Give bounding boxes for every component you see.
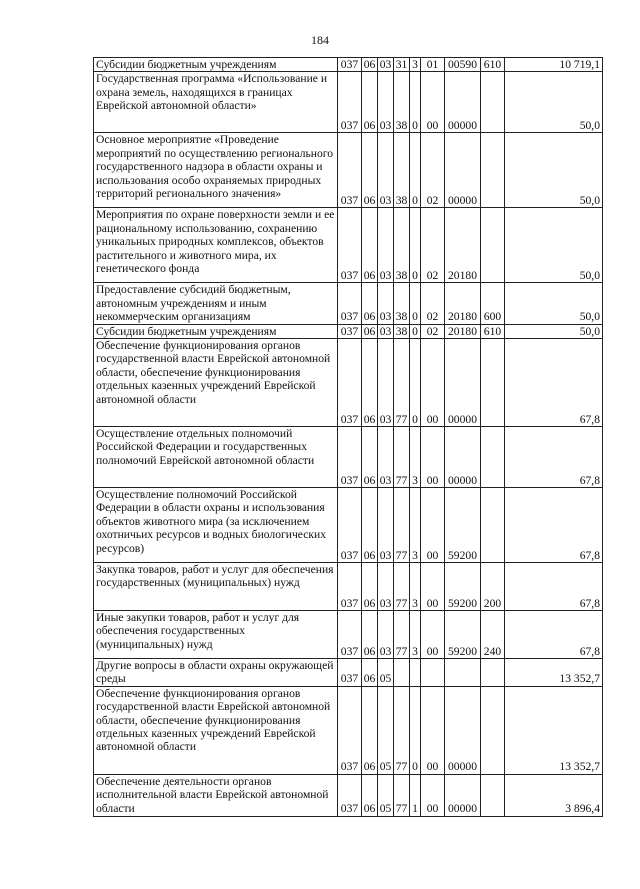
cell-name: Другие вопросы в области охраны окружающей среды: [94, 659, 338, 687]
cell-pr: 03: [378, 488, 394, 563]
cell-name: Иные закупки товаров, работ и услуг для обеспечения государственных (муниципальных) нужд: [94, 611, 338, 659]
cell-direction: 00000: [445, 72, 481, 133]
cell-sum: 67,8: [505, 339, 603, 427]
cell-expense-type: 240: [481, 611, 505, 659]
cell-expense-type: 610: [481, 58, 505, 72]
cell-direction: 20180: [445, 324, 481, 338]
cell-rz: 06: [362, 339, 378, 427]
cell-program: 31: [394, 58, 410, 72]
cell-sum: 50,0: [505, 208, 603, 283]
cell-rz: 06: [362, 488, 378, 563]
cell-subprogram: 3: [410, 563, 421, 611]
cell-ved: 037: [338, 563, 362, 611]
cell-direction: 00000: [445, 133, 481, 208]
cell-direction: 20180: [445, 283, 481, 324]
cell-ved: 037: [338, 488, 362, 563]
cell-rz: 06: [362, 563, 378, 611]
cell-sum: 50,0: [505, 324, 603, 338]
cell-rz: 06: [362, 133, 378, 208]
cell-rz: 06: [362, 427, 378, 488]
cell-name: Закупка товаров, работ и услуг для обеспечения государственных (муниципальных) нужд: [94, 563, 338, 611]
table-row: [94, 488, 603, 563]
cell-rz: 06: [362, 659, 378, 687]
table-row: [94, 208, 603, 283]
cell-pr: 03: [378, 611, 394, 659]
cell-pr: 03: [378, 563, 394, 611]
cell-expense-type: [481, 339, 505, 427]
cell-name: Основное мероприятие «Проведение мероприятий по осуществлению регионального государственного надзора в области охраны и использования особо охраняемых природных территорий регионального значения»: [94, 133, 338, 208]
cell-expense-type: [481, 686, 505, 774]
cell-pr: 03: [378, 283, 394, 324]
cell-event: 01: [421, 58, 445, 72]
cell-program: 77: [394, 488, 410, 563]
cell-direction: 00000: [445, 339, 481, 427]
cell-direction: 20180: [445, 208, 481, 283]
cell-expense-type: [481, 72, 505, 133]
cell-direction: 59200: [445, 611, 481, 659]
cell-ved: 037: [338, 774, 362, 816]
cell-subprogram: 0: [410, 339, 421, 427]
cell-pr: 03: [378, 427, 394, 488]
cell-sum: 67,8: [505, 563, 603, 611]
cell-expense-type: 600: [481, 283, 505, 324]
cell-name: Обеспечение деятельности органов исполнительной власти Еврейской автономной области: [94, 774, 338, 816]
cell-pr: 05: [378, 686, 394, 774]
cell-ved: 037: [338, 72, 362, 133]
cell-name: Предоставление субсидий бюджетным, автономным учреждениям и иным некоммерческим организациям: [94, 283, 338, 324]
cell-name: Обеспечение функционирования органов государственной власти Еврейской автономной области, обеспечение функционирования отдельных казенных учреждений Еврейской автономной области: [94, 339, 338, 427]
cell-expense-type: 200: [481, 563, 505, 611]
cell-rz: 06: [362, 283, 378, 324]
cell-event: 00: [421, 427, 445, 488]
cell-ved: 037: [338, 208, 362, 283]
cell-rz: 06: [362, 58, 378, 72]
page-number: 184: [311, 33, 329, 47]
cell-event: 00: [421, 611, 445, 659]
cell-ved: 037: [338, 324, 362, 338]
cell-rz: 06: [362, 72, 378, 133]
cell-subprogram: 0: [410, 208, 421, 283]
cell-program: 77: [394, 339, 410, 427]
cell-sum: 10 719,1: [505, 58, 603, 72]
cell-event: 02: [421, 208, 445, 283]
cell-pr: 05: [378, 659, 394, 687]
cell-rz: 06: [362, 324, 378, 338]
table-row: [94, 58, 603, 72]
cell-program: 77: [394, 774, 410, 816]
table-row: [94, 283, 603, 324]
cell-expense-type: [481, 208, 505, 283]
cell-subprogram: 0: [410, 72, 421, 133]
cell-program: 77: [394, 563, 410, 611]
cell-subprogram: 3: [410, 488, 421, 563]
cell-subprogram: 0: [410, 133, 421, 208]
cell-expense-type: [481, 659, 505, 687]
cell-name: Обеспечение функционирования органов государственной власти Еврейской автономной области, обеспечение функционирования отдельных казенных учреждений Еврейской автономной области: [94, 686, 338, 774]
cell-pr: 03: [378, 133, 394, 208]
cell-name: Субсидии бюджетным учреждениям: [94, 58, 338, 72]
cell-rz: 06: [362, 208, 378, 283]
table-row: [94, 686, 603, 774]
cell-name: Государственная программа «Использование и охрана земель, находящихся в границах Еврейской автономной области»: [94, 72, 338, 133]
cell-sum: 50,0: [505, 133, 603, 208]
table-row: [94, 72, 603, 133]
cell-rz: 06: [362, 774, 378, 816]
cell-direction: 00000: [445, 427, 481, 488]
table-row: [94, 659, 603, 687]
cell-program: 77: [394, 427, 410, 488]
cell-name: Мероприятия по охране поверхности земли и ее рациональному использованию, сохранению уникальных природных комплексов, объектов растительного и животного мира, их генетического фонда: [94, 208, 338, 283]
cell-event: 02: [421, 283, 445, 324]
cell-event: 00: [421, 563, 445, 611]
cell-program: 38: [394, 283, 410, 324]
cell-ved: 037: [338, 427, 362, 488]
cell-subprogram: 0: [410, 283, 421, 324]
cell-subprogram: 1: [410, 774, 421, 816]
cell-ved: 037: [338, 659, 362, 687]
cell-name: Осуществление полномочий Российской Федерации в области охраны и использования объектов животного мира (за исключением охотничьих ресурсов и водных биологических ресурсов): [94, 488, 338, 563]
cell-direction: 59200: [445, 488, 481, 563]
cell-expense-type: [481, 427, 505, 488]
cell-program: 77: [394, 611, 410, 659]
cell-pr: 03: [378, 58, 394, 72]
cell-event: 00: [421, 339, 445, 427]
cell-expense-type: [481, 488, 505, 563]
cell-program: [394, 659, 410, 687]
cell-direction: 00590: [445, 58, 481, 72]
budget-table: [93, 57, 603, 817]
table-row: [94, 339, 603, 427]
cell-expense-type: [481, 774, 505, 816]
cell-ved: 037: [338, 339, 362, 427]
cell-name: Осуществление отдельных полномочий Российской Федерации и государственных полномочий Еврейской автономной области: [94, 427, 338, 488]
cell-event: 00: [421, 774, 445, 816]
cell-subprogram: 3: [410, 427, 421, 488]
cell-sum: 50,0: [505, 283, 603, 324]
cell-expense-type: [481, 133, 505, 208]
table-row: [94, 427, 603, 488]
cell-sum: 67,8: [505, 611, 603, 659]
table-row: [94, 774, 603, 816]
cell-program: 38: [394, 324, 410, 338]
cell-sum: 67,8: [505, 488, 603, 563]
cell-sum: 50,0: [505, 72, 603, 133]
cell-program: 38: [394, 133, 410, 208]
cell-event: [421, 659, 445, 687]
cell-program: 77: [394, 686, 410, 774]
cell-subprogram: 0: [410, 324, 421, 338]
table-row: [94, 563, 603, 611]
cell-expense-type: 610: [481, 324, 505, 338]
cell-sum: 67,8: [505, 427, 603, 488]
cell-program: 38: [394, 208, 410, 283]
cell-ved: 037: [338, 686, 362, 774]
cell-rz: 06: [362, 611, 378, 659]
table-row: [94, 324, 603, 338]
cell-direction: [445, 659, 481, 687]
cell-ved: 037: [338, 611, 362, 659]
cell-pr: 05: [378, 774, 394, 816]
cell-pr: 03: [378, 208, 394, 283]
cell-subprogram: [410, 659, 421, 687]
cell-program: 38: [394, 72, 410, 133]
cell-direction: 59200: [445, 563, 481, 611]
cell-ved: 037: [338, 133, 362, 208]
cell-direction: 00000: [445, 774, 481, 816]
table-row: [94, 133, 603, 208]
cell-sum: 13 352,7: [505, 659, 603, 687]
cell-rz: 06: [362, 686, 378, 774]
cell-event: 00: [421, 72, 445, 133]
cell-direction: 00000: [445, 686, 481, 774]
cell-event: 02: [421, 133, 445, 208]
cell-pr: 03: [378, 339, 394, 427]
cell-pr: 03: [378, 324, 394, 338]
cell-event: 00: [421, 686, 445, 774]
cell-event: 00: [421, 488, 445, 563]
table-row: [94, 611, 603, 659]
cell-pr: 03: [378, 72, 394, 133]
cell-ved: 037: [338, 58, 362, 72]
cell-sum: 13 352,7: [505, 686, 603, 774]
cell-subprogram: 0: [410, 686, 421, 774]
cell-subprogram: 3: [410, 611, 421, 659]
cell-subprogram: 3: [410, 58, 421, 72]
cell-event: 02: [421, 324, 445, 338]
cell-ved: 037: [338, 283, 362, 324]
cell-sum: 3 896,4: [505, 774, 603, 816]
cell-name: Субсидии бюджетным учреждениям: [94, 324, 338, 338]
